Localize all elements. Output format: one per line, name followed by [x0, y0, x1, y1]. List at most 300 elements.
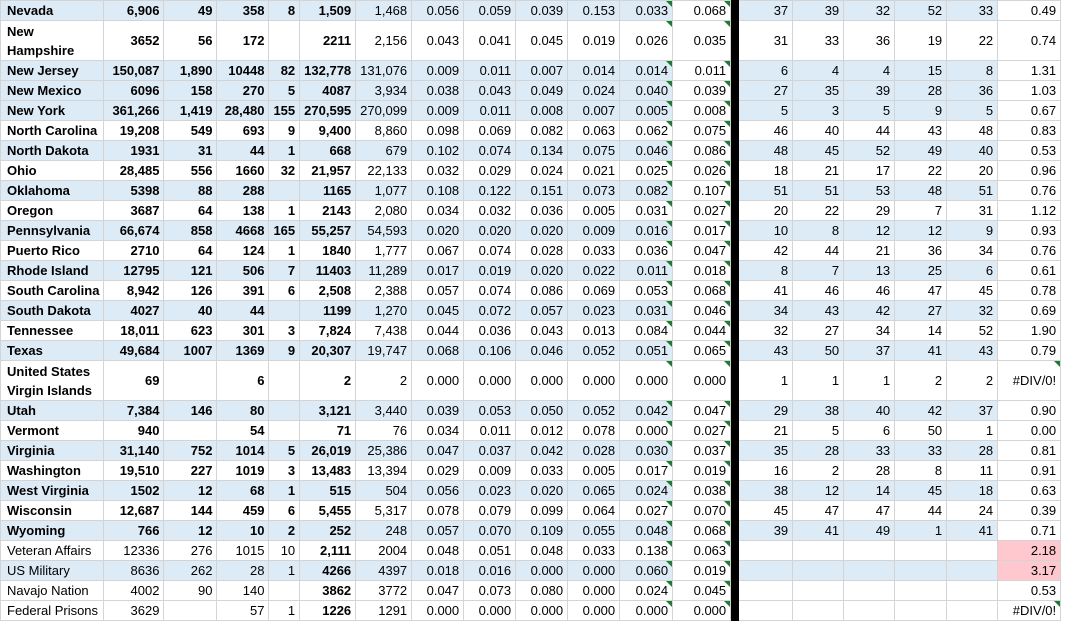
table-cell[interactable]: 1019 — [217, 461, 269, 481]
table-cell[interactable]: 64 — [164, 241, 217, 261]
table-cell[interactable]: 0.063 — [673, 541, 731, 561]
table-cell[interactable]: 10448 — [217, 61, 269, 81]
row-label-cell[interactable]: Virginia — [1, 441, 104, 461]
table-cell[interactable]: 29 — [739, 401, 793, 421]
table-cell[interactable]: 71 — [300, 421, 356, 441]
table-cell[interactable]: 0.000 — [673, 601, 731, 621]
table-cell[interactable]: 0.033 — [568, 541, 620, 561]
table-cell[interactable]: 46 — [793, 281, 844, 301]
table-cell[interactable]: 13 — [844, 261, 895, 281]
table-cell[interactable]: 1.90 — [998, 321, 1061, 341]
row-label-cell[interactable]: Federal Prisons — [1, 601, 104, 621]
table-cell[interactable]: 150,087 — [104, 61, 164, 81]
table-cell[interactable]: 0.047 — [673, 401, 731, 421]
table-cell[interactable] — [793, 581, 844, 601]
table-cell[interactable]: 0.069 — [464, 121, 516, 141]
table-cell[interactable]: 47 — [844, 501, 895, 521]
table-cell[interactable]: 1165 — [300, 181, 356, 201]
table-cell[interactable]: 132,778 — [300, 61, 356, 81]
table-cell[interactable]: 43 — [739, 341, 793, 361]
table-cell[interactable]: 1.12 — [998, 201, 1061, 221]
table-cell[interactable]: 7 — [895, 201, 947, 221]
table-cell[interactable] — [844, 581, 895, 601]
table-cell[interactable]: 0.93 — [998, 221, 1061, 241]
table-cell[interactable]: 33 — [947, 1, 998, 21]
table-cell[interactable]: 19,747 — [356, 341, 412, 361]
table-cell[interactable]: 0.023 — [568, 301, 620, 321]
table-cell[interactable]: 0.027 — [620, 501, 673, 521]
table-cell[interactable]: 0.032 — [412, 161, 464, 181]
table-cell[interactable]: 19,510 — [104, 461, 164, 481]
table-cell[interactable]: 17 — [844, 161, 895, 181]
table-cell[interactable] — [269, 181, 300, 201]
table-cell[interactable]: 858 — [164, 221, 217, 241]
table-cell[interactable]: #DIV/0! — [998, 601, 1061, 621]
table-cell[interactable]: 1502 — [104, 481, 164, 501]
table-cell[interactable] — [947, 541, 998, 561]
table-cell[interactable]: 0.000 — [568, 361, 620, 401]
table-cell[interactable]: 1014 — [217, 441, 269, 461]
table-cell[interactable]: 1 — [269, 141, 300, 161]
table-cell[interactable]: 40 — [793, 121, 844, 141]
table-cell[interactable]: 0.76 — [998, 241, 1061, 261]
table-cell[interactable]: 0.020 — [464, 221, 516, 241]
table-cell[interactable]: 0.032 — [464, 201, 516, 221]
table-cell[interactable]: 0.020 — [516, 261, 568, 281]
table-cell[interactable]: 301 — [217, 321, 269, 341]
table-cell[interactable]: 3 — [793, 101, 844, 121]
table-cell[interactable]: 0.074 — [464, 241, 516, 261]
table-cell[interactable]: 53 — [844, 181, 895, 201]
table-cell[interactable]: 146 — [164, 401, 217, 421]
table-cell[interactable]: 6,906 — [104, 1, 164, 21]
table-cell[interactable]: 0.053 — [464, 401, 516, 421]
table-cell[interactable]: 0.83 — [998, 121, 1061, 141]
table-cell[interactable]: 0.042 — [620, 401, 673, 421]
table-cell[interactable]: 0.000 — [620, 601, 673, 621]
table-cell[interactable] — [269, 581, 300, 601]
table-cell[interactable]: 0.109 — [516, 521, 568, 541]
table-cell[interactable]: 0.81 — [998, 441, 1061, 461]
table-cell[interactable]: 10 — [217, 521, 269, 541]
table-cell[interactable]: 1,270 — [356, 301, 412, 321]
table-cell[interactable]: 0.045 — [516, 21, 568, 61]
table-cell[interactable]: 0.023 — [464, 481, 516, 501]
table-cell[interactable]: 252 — [300, 521, 356, 541]
table-cell[interactable]: 0.69 — [998, 301, 1061, 321]
table-cell[interactable]: 0.074 — [464, 281, 516, 301]
table-cell[interactable]: 0.79 — [998, 341, 1061, 361]
table-cell[interactable]: 40 — [844, 401, 895, 421]
table-cell[interactable]: 11403 — [300, 261, 356, 281]
table-cell[interactable] — [739, 541, 793, 561]
table-cell[interactable]: 68 — [217, 481, 269, 501]
table-cell[interactable]: 0.029 — [464, 161, 516, 181]
table-cell[interactable]: 0.051 — [620, 341, 673, 361]
table-cell[interactable]: 0.043 — [516, 321, 568, 341]
table-cell[interactable]: 0.76 — [998, 181, 1061, 201]
table-cell[interactable]: 40 — [164, 301, 217, 321]
table-cell[interactable]: 49 — [844, 521, 895, 541]
table-cell[interactable]: 0.000 — [568, 561, 620, 581]
table-cell[interactable]: 0.053 — [620, 281, 673, 301]
table-cell[interactable]: 515 — [300, 481, 356, 501]
table-cell[interactable]: 16 — [739, 461, 793, 481]
table-cell[interactable]: 0.005 — [568, 201, 620, 221]
table-cell[interactable]: 0.070 — [673, 501, 731, 521]
table-cell[interactable]: 0.018 — [673, 261, 731, 281]
table-cell[interactable]: 31 — [164, 141, 217, 161]
table-cell[interactable]: 0.049 — [516, 81, 568, 101]
table-cell[interactable]: 0.009 — [464, 461, 516, 481]
table-cell[interactable]: 0.038 — [412, 81, 464, 101]
table-cell[interactable]: 0.009 — [412, 61, 464, 81]
table-cell[interactable]: 19,208 — [104, 121, 164, 141]
table-cell[interactable]: 82 — [269, 61, 300, 81]
table-cell[interactable]: 0.067 — [412, 241, 464, 261]
table-cell[interactable] — [269, 401, 300, 421]
table-cell[interactable]: 0.038 — [673, 481, 731, 501]
table-cell[interactable]: 262 — [164, 561, 217, 581]
table-cell[interactable]: 1840 — [300, 241, 356, 261]
table-cell[interactable]: 0.034 — [412, 201, 464, 221]
table-cell[interactable]: 0.045 — [412, 301, 464, 321]
table-cell[interactable]: 0.000 — [516, 361, 568, 401]
table-cell[interactable]: 8 — [269, 1, 300, 21]
table-cell[interactable]: 2143 — [300, 201, 356, 221]
table-cell[interactable]: 0.005 — [620, 101, 673, 121]
table-cell[interactable]: 668 — [300, 141, 356, 161]
table-cell[interactable]: 25,386 — [356, 441, 412, 461]
table-cell[interactable]: 0.000 — [464, 361, 516, 401]
table-cell[interactable]: 0.028 — [568, 441, 620, 461]
table-cell[interactable]: 32 — [947, 301, 998, 321]
table-cell[interactable]: 0.029 — [412, 461, 464, 481]
table-cell[interactable]: 0.068 — [673, 1, 731, 21]
table-cell[interactable]: 0.012 — [516, 421, 568, 441]
table-cell[interactable]: 0.019 — [464, 261, 516, 281]
row-label-cell[interactable]: Texas — [1, 341, 104, 361]
table-cell[interactable]: 28,485 — [104, 161, 164, 181]
table-cell[interactable]: 9,400 — [300, 121, 356, 141]
table-cell[interactable]: 1.03 — [998, 81, 1061, 101]
row-label-cell[interactable]: Oklahoma — [1, 181, 104, 201]
table-cell[interactable]: 1199 — [300, 301, 356, 321]
table-cell[interactable]: 21 — [793, 161, 844, 181]
table-cell[interactable]: 54,593 — [356, 221, 412, 241]
table-cell[interactable]: 0.024 — [620, 581, 673, 601]
table-cell[interactable]: 1 — [269, 481, 300, 501]
table-cell[interactable]: 22 — [895, 161, 947, 181]
table-cell[interactable]: 49,684 — [104, 341, 164, 361]
table-cell[interactable]: 42 — [844, 301, 895, 321]
table-cell[interactable]: 0.036 — [516, 201, 568, 221]
table-cell[interactable]: 0.047 — [673, 241, 731, 261]
row-label-cell[interactable]: US Military — [1, 561, 104, 581]
table-cell[interactable]: 0.011 — [464, 101, 516, 121]
table-cell[interactable]: 36 — [947, 81, 998, 101]
table-cell[interactable]: 0.045 — [673, 581, 731, 601]
table-cell[interactable]: 752 — [164, 441, 217, 461]
table-cell[interactable]: 1 — [947, 421, 998, 441]
table-cell[interactable]: 0.043 — [464, 81, 516, 101]
table-cell[interactable]: 138 — [217, 201, 269, 221]
table-cell[interactable]: 0.046 — [673, 301, 731, 321]
row-label-cell[interactable]: South Dakota — [1, 301, 104, 321]
table-cell[interactable]: 0.041 — [464, 21, 516, 61]
table-cell[interactable]: 0.53 — [998, 581, 1061, 601]
table-cell[interactable]: 4002 — [104, 581, 164, 601]
table-cell[interactable]: 42 — [739, 241, 793, 261]
table-cell[interactable]: #DIV/0! — [998, 361, 1061, 401]
table-cell[interactable]: 18 — [739, 161, 793, 181]
table-cell[interactable]: 1015 — [217, 541, 269, 561]
table-cell[interactable]: 38 — [739, 481, 793, 501]
table-cell[interactable]: 5 — [739, 101, 793, 121]
row-label-cell[interactable]: Washington — [1, 461, 104, 481]
table-cell[interactable]: 3652 — [104, 21, 164, 61]
row-label-cell[interactable]: Navajo Nation — [1, 581, 104, 601]
table-cell[interactable]: 6 — [217, 361, 269, 401]
table-cell[interactable]: 12 — [844, 221, 895, 241]
table-cell[interactable]: 1660 — [217, 161, 269, 181]
table-cell[interactable]: 13,394 — [356, 461, 412, 481]
table-cell[interactable]: 0.007 — [516, 61, 568, 81]
table-cell[interactable]: 0.74 — [998, 21, 1061, 61]
table-cell[interactable]: 12795 — [104, 261, 164, 281]
table-cell[interactable]: 0.035 — [673, 21, 731, 61]
table-cell[interactable]: 8,942 — [104, 281, 164, 301]
table-cell[interactable]: 0.082 — [516, 121, 568, 141]
table-cell[interactable] — [164, 361, 217, 401]
table-cell[interactable]: 21,957 — [300, 161, 356, 181]
table-cell[interactable] — [895, 581, 947, 601]
table-cell[interactable]: 155 — [269, 101, 300, 121]
table-cell[interactable]: 0.026 — [620, 21, 673, 61]
table-cell[interactable]: 131,076 — [356, 61, 412, 81]
table-cell[interactable]: 2,156 — [356, 21, 412, 61]
table-cell[interactable]: 270,099 — [356, 101, 412, 121]
table-cell[interactable]: 57 — [217, 601, 269, 621]
table-cell[interactable]: 0.000 — [464, 601, 516, 621]
table-cell[interactable]: 1 — [895, 521, 947, 541]
table-cell[interactable]: 0.026 — [673, 161, 731, 181]
table-cell[interactable]: 6096 — [104, 81, 164, 101]
table-cell[interactable]: 4266 — [300, 561, 356, 581]
table-cell[interactable]: 0.024 — [620, 481, 673, 501]
table-cell[interactable]: 288 — [217, 181, 269, 201]
table-cell[interactable]: 0.017 — [620, 461, 673, 481]
table-cell[interactable]: 0.022 — [568, 261, 620, 281]
table-cell[interactable] — [793, 601, 844, 621]
table-cell[interactable]: 623 — [164, 321, 217, 341]
table-cell[interactable]: 2710 — [104, 241, 164, 261]
table-cell[interactable]: 0.000 — [412, 361, 464, 401]
table-cell[interactable]: 0.075 — [673, 121, 731, 141]
table-cell[interactable]: 0.057 — [516, 301, 568, 321]
table-cell[interactable]: 27 — [793, 321, 844, 341]
table-cell[interactable]: 4397 — [356, 561, 412, 581]
table-cell[interactable]: 19 — [895, 21, 947, 61]
row-label-cell[interactable]: Ohio — [1, 161, 104, 181]
table-cell[interactable]: 2004 — [356, 541, 412, 561]
table-cell[interactable]: 0.005 — [568, 461, 620, 481]
table-cell[interactable]: 22,133 — [356, 161, 412, 181]
table-cell[interactable]: 0.048 — [516, 541, 568, 561]
table-cell[interactable]: 46 — [739, 121, 793, 141]
table-cell[interactable] — [793, 541, 844, 561]
table-cell[interactable]: 0.000 — [568, 581, 620, 601]
table-cell[interactable]: 0.084 — [620, 321, 673, 341]
table-cell[interactable]: 459 — [217, 501, 269, 521]
table-cell[interactable]: 0.108 — [412, 181, 464, 201]
table-cell[interactable]: 0.065 — [568, 481, 620, 501]
table-cell[interactable]: 2,111 — [300, 541, 356, 561]
table-cell[interactable]: 47 — [895, 281, 947, 301]
table-cell[interactable]: 693 — [217, 121, 269, 141]
table-cell[interactable]: 41 — [739, 281, 793, 301]
table-cell[interactable]: 24 — [947, 501, 998, 521]
table-cell[interactable]: 0.086 — [673, 141, 731, 161]
table-cell[interactable]: 0.042 — [516, 441, 568, 461]
table-cell[interactable]: 227 — [164, 461, 217, 481]
table-cell[interactable]: 5,317 — [356, 501, 412, 521]
table-cell[interactable]: 11 — [947, 461, 998, 481]
table-cell[interactable]: 8636 — [104, 561, 164, 581]
table-cell[interactable]: 0.030 — [620, 441, 673, 461]
table-cell[interactable]: 0.000 — [412, 601, 464, 621]
table-cell[interactable]: 0.00 — [998, 421, 1061, 441]
table-cell[interactable]: 0.024 — [516, 161, 568, 181]
table-cell[interactable]: 7 — [793, 261, 844, 281]
table-cell[interactable]: 0.013 — [568, 321, 620, 341]
table-cell[interactable]: 679 — [356, 141, 412, 161]
table-cell[interactable]: 1 — [739, 361, 793, 401]
table-cell[interactable]: 0.017 — [412, 261, 464, 281]
table-cell[interactable]: 20 — [947, 161, 998, 181]
table-cell[interactable]: 0.039 — [516, 1, 568, 21]
table-cell[interactable]: 2 — [895, 361, 947, 401]
table-cell[interactable] — [844, 601, 895, 621]
table-cell[interactable]: 0.009 — [412, 101, 464, 121]
table-cell[interactable]: 21 — [844, 241, 895, 261]
table-cell[interactable]: 1,419 — [164, 101, 217, 121]
table-cell[interactable]: 3,934 — [356, 81, 412, 101]
table-cell[interactable]: 0.036 — [620, 241, 673, 261]
table-cell[interactable]: 0.025 — [620, 161, 673, 181]
table-cell[interactable]: 55,257 — [300, 221, 356, 241]
table-cell[interactable]: 504 — [356, 481, 412, 501]
table-cell[interactable]: 124 — [217, 241, 269, 261]
row-label-cell[interactable]: New Hampshire — [1, 21, 104, 61]
table-cell[interactable]: 6 — [947, 261, 998, 281]
table-cell[interactable]: 0.037 — [464, 441, 516, 461]
table-cell[interactable]: 0.062 — [620, 121, 673, 141]
table-cell[interactable] — [739, 561, 793, 581]
table-cell[interactable]: 49 — [895, 141, 947, 161]
table-cell[interactable]: 1 — [269, 561, 300, 581]
table-cell[interactable]: 9 — [947, 221, 998, 241]
table-cell[interactable]: 0.122 — [464, 181, 516, 201]
table-cell[interactable]: 3772 — [356, 581, 412, 601]
table-cell[interactable]: 0.059 — [464, 1, 516, 21]
table-cell[interactable]: 7 — [269, 261, 300, 281]
table-cell[interactable]: 0.051 — [464, 541, 516, 561]
row-label-cell[interactable]: Oregon — [1, 201, 104, 221]
table-cell[interactable]: 46 — [844, 281, 895, 301]
table-cell[interactable]: 556 — [164, 161, 217, 181]
table-cell[interactable]: 0.031 — [620, 201, 673, 221]
table-cell[interactable]: 0.039 — [673, 81, 731, 101]
table-cell[interactable]: 0.086 — [516, 281, 568, 301]
table-cell[interactable]: 21 — [739, 421, 793, 441]
table-cell[interactable]: 0.000 — [620, 421, 673, 441]
table-cell[interactable]: 0.048 — [412, 541, 464, 561]
row-label-cell[interactable]: United States Virgin Islands — [1, 361, 104, 401]
table-cell[interactable]: 0.040 — [620, 81, 673, 101]
table-cell[interactable]: 172 — [217, 21, 269, 61]
table-cell[interactable]: 11,289 — [356, 261, 412, 281]
table-cell[interactable]: 0.065 — [673, 341, 731, 361]
table-cell[interactable]: 0.079 — [464, 501, 516, 521]
table-cell[interactable]: 0.90 — [998, 401, 1061, 421]
table-cell[interactable]: 0.055 — [568, 521, 620, 541]
row-label-cell[interactable]: South Carolina — [1, 281, 104, 301]
table-cell[interactable]: 5398 — [104, 181, 164, 201]
table-cell[interactable]: 0.033 — [620, 1, 673, 21]
row-label-cell[interactable]: Utah — [1, 401, 104, 421]
table-cell[interactable]: 20,307 — [300, 341, 356, 361]
table-cell[interactable]: 0.000 — [516, 561, 568, 581]
table-cell[interactable]: 0.78 — [998, 281, 1061, 301]
table-cell[interactable]: 39 — [739, 521, 793, 541]
table-cell[interactable]: 29 — [844, 201, 895, 221]
row-label-cell[interactable]: North Dakota — [1, 141, 104, 161]
table-cell[interactable]: 0.064 — [568, 501, 620, 521]
row-label-cell[interactable]: West Virginia — [1, 481, 104, 501]
table-cell[interactable]: 158 — [164, 81, 217, 101]
table-cell[interactable]: 56 — [164, 21, 217, 61]
table-cell[interactable]: 0.073 — [464, 581, 516, 601]
table-cell[interactable]: 0.044 — [673, 321, 731, 341]
table-cell[interactable]: 1 — [844, 361, 895, 401]
table-cell[interactable]: 361,266 — [104, 101, 164, 121]
table-cell[interactable]: 165 — [269, 221, 300, 241]
table-cell[interactable]: 9 — [269, 341, 300, 361]
table-cell[interactable]: 0.96 — [998, 161, 1061, 181]
row-label-cell[interactable]: Wyoming — [1, 521, 104, 541]
table-cell[interactable]: 1007 — [164, 341, 217, 361]
table-cell[interactable]: 18 — [947, 481, 998, 501]
table-cell[interactable]: 64 — [164, 201, 217, 221]
table-cell[interactable]: 69 — [104, 361, 164, 401]
table-cell[interactable]: 28 — [844, 461, 895, 481]
table-cell[interactable]: 0.014 — [620, 61, 673, 81]
table-cell[interactable]: 35 — [739, 441, 793, 461]
table-cell[interactable]: 0.078 — [568, 421, 620, 441]
table-cell[interactable]: 22 — [947, 21, 998, 61]
table-cell[interactable]: 41 — [895, 341, 947, 361]
table-cell[interactable]: 3629 — [104, 601, 164, 621]
table-cell[interactable]: 4668 — [217, 221, 269, 241]
table-cell[interactable]: 6 — [739, 61, 793, 81]
table-cell[interactable] — [269, 21, 300, 61]
table-cell[interactable]: 6 — [844, 421, 895, 441]
table-cell[interactable]: 0.53 — [998, 141, 1061, 161]
table-cell[interactable]: 1.31 — [998, 61, 1061, 81]
table-cell[interactable] — [164, 601, 217, 621]
row-label-cell[interactable]: North Carolina — [1, 121, 104, 141]
